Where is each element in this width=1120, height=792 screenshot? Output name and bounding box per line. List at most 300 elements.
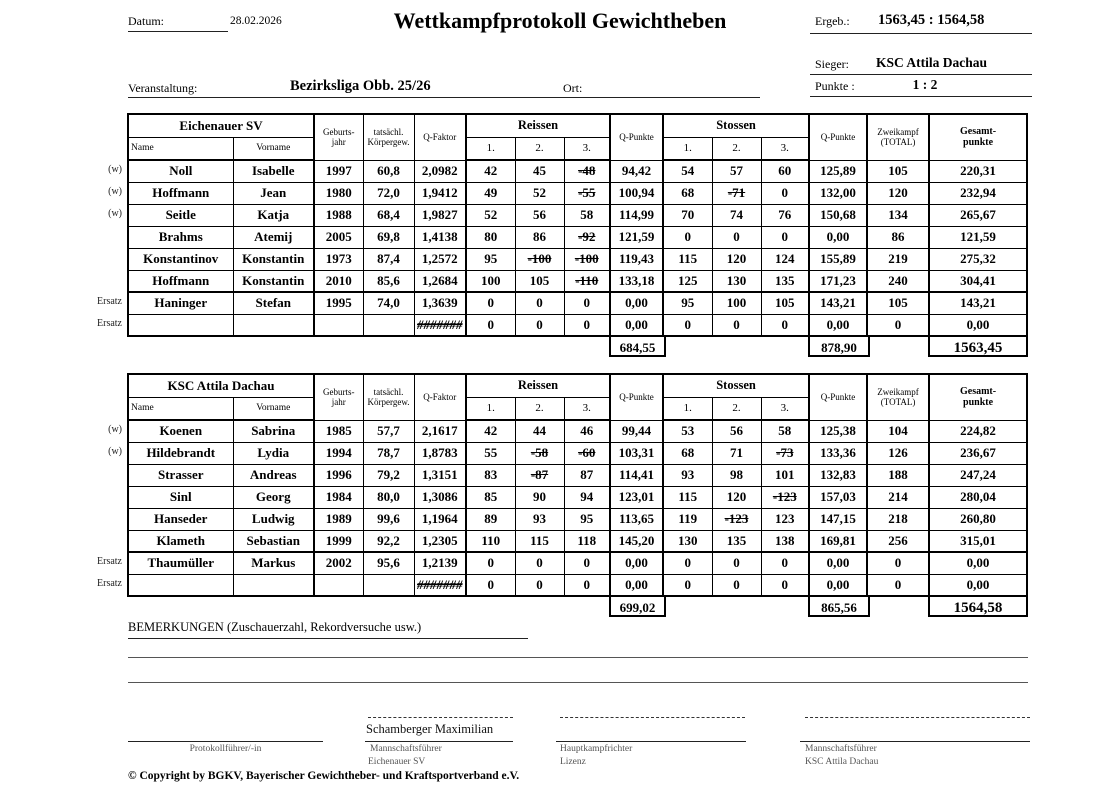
bemerkungen-label: BEMERKUNGEN (Zuschauerzahl, Rekordversuche usw.) bbox=[128, 620, 528, 639]
cell-reissen-1: 0 bbox=[466, 292, 515, 314]
athlete-row bbox=[128, 226, 1027, 248]
cell-stossen-3: 138 bbox=[761, 530, 809, 552]
cell-reissen-1: 42 bbox=[466, 420, 515, 442]
signature-line-protokollfuehrer bbox=[128, 741, 323, 742]
cell-vorname: Markus bbox=[233, 552, 314, 574]
cell-qpunkte-stossen: 0,00 bbox=[809, 226, 867, 248]
cell-vorname: Georg bbox=[233, 486, 314, 508]
cell-stossen-1: 53 bbox=[663, 420, 712, 442]
cell-koerpergewicht: 99,6 bbox=[363, 508, 414, 530]
cell-qpunkte-stossen: 125,38 bbox=[809, 420, 867, 442]
cell-zweikampf: 134 bbox=[867, 204, 929, 226]
cell-stossen-1: 70 bbox=[663, 204, 712, 226]
signature-dashes bbox=[805, 717, 1030, 718]
copyright-text: © Copyright by BGKV, Bayerischer Gewichtheber- und Kraftsportverband e.V. bbox=[128, 770, 520, 782]
col-attempt-2: 2. bbox=[712, 397, 761, 420]
cell-zweikampf: 105 bbox=[867, 292, 929, 314]
cell-qpunkte-stossen: 147,15 bbox=[809, 508, 867, 530]
col-attempt-3: 3. bbox=[761, 397, 809, 420]
cell-reissen-3: 0 bbox=[564, 292, 610, 314]
cell-reissen-1: 0 bbox=[466, 314, 515, 336]
cell-stossen-2: 100 bbox=[712, 292, 761, 314]
cell-koerpergewicht: 69,8 bbox=[363, 226, 414, 248]
col-koerpergewicht: tatsächl. Körpergew. bbox=[363, 114, 414, 160]
cell-qpunkte-stossen: 133,36 bbox=[809, 442, 867, 464]
col-attempt-1: 1. bbox=[663, 137, 712, 160]
cell-qpunkte-reissen: 114,41 bbox=[610, 464, 663, 486]
row-tag bbox=[85, 225, 127, 247]
bemerkungen-line-2 bbox=[128, 682, 1028, 683]
cell-gesamtpunkte: 224,82 bbox=[929, 420, 1027, 442]
sieger-underline bbox=[810, 74, 1032, 75]
veranstaltung-underline bbox=[128, 97, 760, 98]
cell-reissen-1: 100 bbox=[466, 270, 515, 292]
cell-qfaktor: ####### bbox=[414, 574, 466, 596]
cell-qpunkte-stossen: 155,89 bbox=[809, 248, 867, 270]
col-qfaktor: Q-Faktor bbox=[414, 114, 466, 160]
signature-sub: Lizenz bbox=[560, 757, 586, 767]
athlete-row bbox=[128, 574, 1027, 596]
cell-vorname bbox=[233, 314, 314, 336]
ergebnis-value: 1563,45 : 1564,58 bbox=[878, 12, 985, 28]
cell-zweikampf: 240 bbox=[867, 270, 929, 292]
col-vorname: Vorname bbox=[233, 137, 314, 160]
cell-reissen-1: 42 bbox=[466, 160, 515, 182]
cell-vorname: Konstantin bbox=[233, 248, 314, 270]
team-table-eichenauer bbox=[85, 113, 1028, 356]
cell-vorname: Atemij bbox=[233, 226, 314, 248]
results-table bbox=[127, 373, 1028, 597]
cell-vorname: Andreas bbox=[233, 464, 314, 486]
row-tag: Ersatz bbox=[97, 296, 122, 307]
cell-reissen-2: 93 bbox=[515, 508, 564, 530]
cell-qpunkte-reissen: 0,00 bbox=[610, 574, 663, 596]
athlete-row bbox=[128, 530, 1027, 552]
cell-qfaktor: 2,0982 bbox=[414, 160, 466, 182]
cell-qfaktor: ####### bbox=[414, 314, 466, 336]
cell-vorname: Sabrina bbox=[233, 420, 314, 442]
cell-koerpergewicht: 95,6 bbox=[363, 552, 414, 574]
cell-qpunkte-stossen: 143,21 bbox=[809, 292, 867, 314]
col-stossen: Stossen bbox=[663, 114, 809, 137]
cell-zweikampf: 219 bbox=[867, 248, 929, 270]
cell-gesamtpunkte: 280,04 bbox=[929, 486, 1027, 508]
col-attempt-3: 3. bbox=[564, 137, 610, 160]
athlete-row bbox=[128, 182, 1027, 204]
cell-stossen-1: 95 bbox=[663, 292, 712, 314]
total-reissen: 699,02 bbox=[609, 595, 666, 617]
cell-reissen-2: 90 bbox=[515, 486, 564, 508]
cell-qpunkte-reissen: 103,31 bbox=[610, 442, 663, 464]
cell-reissen-3: 87 bbox=[564, 464, 610, 486]
col-name: Name bbox=[128, 137, 233, 160]
cell-qfaktor: 1,4138 bbox=[414, 226, 466, 248]
col-attempt-2: 2. bbox=[515, 137, 564, 160]
cell-reissen-2: 115 bbox=[515, 530, 564, 552]
cell-reissen-3: -60 bbox=[564, 442, 610, 464]
cell-stossen-2: 57 bbox=[712, 160, 761, 182]
signature-line-mannschaftsfuehrer-1 bbox=[365, 741, 513, 742]
cell-qpunkte-stossen: 0,00 bbox=[809, 552, 867, 574]
row-tag: (w) bbox=[108, 424, 122, 435]
total-gesamt: 1563,45 bbox=[928, 335, 1028, 357]
cell-qfaktor: 1,3639 bbox=[414, 292, 466, 314]
cell-gesamtpunkte: 0,00 bbox=[929, 314, 1027, 336]
cell-qfaktor: 1,2572 bbox=[414, 248, 466, 270]
cell-reissen-3: -48 bbox=[564, 160, 610, 182]
cell-qpunkte-reissen: 0,00 bbox=[610, 292, 663, 314]
row-tag: Ersatz bbox=[97, 318, 122, 329]
col-zweikampf: Zweikampf (TOTAL) bbox=[867, 114, 929, 160]
col-attempt-1: 1. bbox=[466, 137, 515, 160]
col-attempt-1: 1. bbox=[466, 397, 515, 420]
athlete-row bbox=[128, 464, 1027, 486]
cell-stossen-3: 124 bbox=[761, 248, 809, 270]
cell-geburtsjahr: 1997 bbox=[314, 160, 363, 182]
cell-stossen-3: 123 bbox=[761, 508, 809, 530]
cell-stossen-1: 0 bbox=[663, 314, 712, 336]
cell-reissen-3: 0 bbox=[564, 552, 610, 574]
cell-reissen-3: 95 bbox=[564, 508, 610, 530]
col-qfaktor: Q-Faktor bbox=[414, 374, 466, 420]
cell-zweikampf: 105 bbox=[867, 160, 929, 182]
row-tag bbox=[85, 269, 127, 291]
cell-name: Klameth bbox=[128, 530, 233, 552]
cell-gesamtpunkte: 121,59 bbox=[929, 226, 1027, 248]
cell-qpunkte-stossen: 132,00 bbox=[809, 182, 867, 204]
row-tag: (w) bbox=[108, 164, 122, 175]
cell-reissen-2: 86 bbox=[515, 226, 564, 248]
cell-koerpergewicht: 72,0 bbox=[363, 182, 414, 204]
cell-name bbox=[128, 574, 233, 596]
cell-stossen-3: -73 bbox=[761, 442, 809, 464]
cell-name: Strasser bbox=[128, 464, 233, 486]
row-tag-gutter bbox=[85, 373, 127, 595]
row-tag: Ersatz bbox=[97, 556, 122, 567]
cell-gesamtpunkte: 220,31 bbox=[929, 160, 1027, 182]
cell-reissen-2: 0 bbox=[515, 292, 564, 314]
results-table bbox=[127, 113, 1028, 337]
cell-qpunkte-reissen: 133,18 bbox=[610, 270, 663, 292]
punkte-value: 1 : 2 bbox=[912, 77, 938, 92]
signature-name: Schamberger Maximilian bbox=[366, 722, 494, 736]
cell-stossen-2: 0 bbox=[712, 552, 761, 574]
cell-stossen-3: 135 bbox=[761, 270, 809, 292]
total-reissen: 684,55 bbox=[609, 335, 666, 357]
cell-gesamtpunkte: 236,67 bbox=[929, 442, 1027, 464]
cell-qpunkte-stossen: 0,00 bbox=[809, 574, 867, 596]
cell-qfaktor: 1,9412 bbox=[414, 182, 466, 204]
cell-stossen-2: 56 bbox=[712, 420, 761, 442]
cell-qfaktor: 1,2305 bbox=[414, 530, 466, 552]
cell-name: Haninger bbox=[128, 292, 233, 314]
sieger-value: KSC Attila Dachau bbox=[876, 55, 988, 70]
cell-gesamtpunkte: 0,00 bbox=[929, 574, 1027, 596]
cell-vorname: Sebastian bbox=[233, 530, 314, 552]
cell-koerpergewicht: 68,4 bbox=[363, 204, 414, 226]
cell-reissen-3: -92 bbox=[564, 226, 610, 248]
sieger-label: Sieger: bbox=[815, 57, 849, 71]
cell-zweikampf: 256 bbox=[867, 530, 929, 552]
cell-stossen-2: 0 bbox=[712, 226, 761, 248]
cell-geburtsjahr: 2005 bbox=[314, 226, 363, 248]
cell-gesamtpunkte: 315,01 bbox=[929, 530, 1027, 552]
cell-reissen-1: 80 bbox=[466, 226, 515, 248]
cell-reissen-2: 45 bbox=[515, 160, 564, 182]
athlete-row bbox=[128, 292, 1027, 314]
cell-geburtsjahr: 2002 bbox=[314, 552, 363, 574]
cell-koerpergewicht: 60,8 bbox=[363, 160, 414, 182]
cell-geburtsjahr: 1984 bbox=[314, 486, 363, 508]
cell-reissen-2: 105 bbox=[515, 270, 564, 292]
cell-koerpergewicht: 80,0 bbox=[363, 486, 414, 508]
ort-label: Ort: bbox=[563, 81, 583, 95]
cell-name bbox=[128, 314, 233, 336]
ergebnis-underline bbox=[810, 33, 1032, 34]
cell-stossen-1: 130 bbox=[663, 530, 712, 552]
cell-koerpergewicht: 78,7 bbox=[363, 442, 414, 464]
cell-stossen-3: 58 bbox=[761, 420, 809, 442]
cell-koerpergewicht: 57,7 bbox=[363, 420, 414, 442]
cell-qfaktor: 1,3151 bbox=[414, 464, 466, 486]
cell-qfaktor: 1,3086 bbox=[414, 486, 466, 508]
cell-stossen-2: -123 bbox=[712, 508, 761, 530]
cell-zweikampf: 214 bbox=[867, 486, 929, 508]
ergebnis-label: Ergeb.: bbox=[815, 14, 850, 28]
row-tag: (w) bbox=[108, 186, 122, 197]
cell-reissen-1: 89 bbox=[466, 508, 515, 530]
cell-koerpergewicht: 79,2 bbox=[363, 464, 414, 486]
cell-qpunkte-stossen: 132,83 bbox=[809, 464, 867, 486]
cell-koerpergewicht bbox=[363, 574, 414, 596]
cell-stossen-2: -71 bbox=[712, 182, 761, 204]
cell-name: Hoffmann bbox=[128, 270, 233, 292]
cell-stossen-3: -123 bbox=[761, 486, 809, 508]
cell-stossen-2: 0 bbox=[712, 574, 761, 596]
cell-name: Hildebrandt bbox=[128, 442, 233, 464]
cell-zweikampf: 126 bbox=[867, 442, 929, 464]
signature-label: Mannschaftsführer bbox=[805, 744, 877, 754]
cell-qpunkte-reissen: 145,20 bbox=[610, 530, 663, 552]
col-reissen: Reissen bbox=[466, 114, 610, 137]
athlete-row bbox=[128, 160, 1027, 182]
cell-reissen-2: 44 bbox=[515, 420, 564, 442]
cell-geburtsjahr: 1985 bbox=[314, 420, 363, 442]
cell-geburtsjahr: 1996 bbox=[314, 464, 363, 486]
cell-koerpergewicht: 85,6 bbox=[363, 270, 414, 292]
cell-name: Noll bbox=[128, 160, 233, 182]
cell-vorname: Ludwig bbox=[233, 508, 314, 530]
athlete-row bbox=[128, 314, 1027, 336]
cell-qpunkte-reissen: 0,00 bbox=[610, 552, 663, 574]
cell-reissen-1: 55 bbox=[466, 442, 515, 464]
cell-qpunkte-stossen: 157,03 bbox=[809, 486, 867, 508]
cell-zweikampf: 86 bbox=[867, 226, 929, 248]
col-geburtsjahr: Geburts- jahr bbox=[314, 374, 363, 420]
cell-stossen-3: 105 bbox=[761, 292, 809, 314]
cell-reissen-3: 0 bbox=[564, 314, 610, 336]
cell-reissen-2: 0 bbox=[515, 552, 564, 574]
cell-stossen-3: 101 bbox=[761, 464, 809, 486]
cell-reissen-2: 52 bbox=[515, 182, 564, 204]
athlete-row bbox=[128, 248, 1027, 270]
signature-sub: KSC Attila Dachau bbox=[805, 757, 879, 767]
team-table-ksc bbox=[85, 373, 1028, 616]
cell-reissen-1: 83 bbox=[466, 464, 515, 486]
cell-reissen-1: 0 bbox=[466, 574, 515, 596]
cell-stossen-2: 135 bbox=[712, 530, 761, 552]
row-tag bbox=[85, 247, 127, 269]
cell-qpunkte-reissen: 99,44 bbox=[610, 420, 663, 442]
cell-vorname: Jean bbox=[233, 182, 314, 204]
cell-koerpergewicht: 74,0 bbox=[363, 292, 414, 314]
row-tag-gutter bbox=[85, 113, 127, 335]
cell-name: Koenen bbox=[128, 420, 233, 442]
athlete-row bbox=[128, 508, 1027, 530]
cell-reissen-1: 95 bbox=[466, 248, 515, 270]
cell-stossen-1: 93 bbox=[663, 464, 712, 486]
col-reissen: Reissen bbox=[466, 374, 610, 397]
cell-stossen-1: 0 bbox=[663, 574, 712, 596]
row-tag bbox=[85, 529, 127, 551]
bemerkungen-line-1 bbox=[128, 657, 1028, 658]
team-name: KSC Attila Dachau bbox=[128, 374, 314, 397]
total-stossen: 878,90 bbox=[808, 335, 870, 357]
cell-koerpergewicht bbox=[363, 314, 414, 336]
athlete-row bbox=[128, 486, 1027, 508]
cell-reissen-3: 0 bbox=[564, 574, 610, 596]
cell-qpunkte-stossen: 0,00 bbox=[809, 314, 867, 336]
col-vorname: Vorname bbox=[233, 397, 314, 420]
cell-gesamtpunkte: 232,94 bbox=[929, 182, 1027, 204]
col-stossen: Stossen bbox=[663, 374, 809, 397]
cell-koerpergewicht: 92,2 bbox=[363, 530, 414, 552]
cell-geburtsjahr: 1988 bbox=[314, 204, 363, 226]
cell-stossen-2: 98 bbox=[712, 464, 761, 486]
cell-stossen-1: 125 bbox=[663, 270, 712, 292]
row-tag: (w) bbox=[108, 446, 122, 457]
col-qpunkte-reissen: Q-Punkte bbox=[610, 374, 663, 420]
cell-gesamtpunkte: 265,67 bbox=[929, 204, 1027, 226]
cell-zweikampf: 120 bbox=[867, 182, 929, 204]
cell-reissen-3: -110 bbox=[564, 270, 610, 292]
col-koerpergewicht: tatsächl. Körpergew. bbox=[363, 374, 414, 420]
veranstaltung-label: Veranstaltung: bbox=[128, 81, 198, 95]
cell-qfaktor: 1,8783 bbox=[414, 442, 466, 464]
cell-reissen-1: 49 bbox=[466, 182, 515, 204]
col-geburtsjahr: Geburts- jahr bbox=[314, 114, 363, 160]
cell-vorname: Stefan bbox=[233, 292, 314, 314]
athlete-row bbox=[128, 442, 1027, 464]
team-name: Eichenauer SV bbox=[128, 114, 314, 137]
col-gesamtpunkte: Gesamt- punkte bbox=[929, 374, 1027, 420]
cell-name: Konstantinov bbox=[128, 248, 233, 270]
cell-zweikampf: 218 bbox=[867, 508, 929, 530]
veranstaltung-value: Bezirksliga Obb. 25/26 bbox=[290, 78, 431, 94]
cell-gesamtpunkte: 0,00 bbox=[929, 552, 1027, 574]
cell-geburtsjahr: 1995 bbox=[314, 292, 363, 314]
signature-line-mannschaftsfuehrer-2 bbox=[800, 741, 1030, 742]
total-gesamt: 1564,58 bbox=[928, 595, 1028, 617]
cell-qpunkte-reissen: 94,42 bbox=[610, 160, 663, 182]
col-attempt-3: 3. bbox=[761, 137, 809, 160]
cell-qpunkte-reissen: 113,65 bbox=[610, 508, 663, 530]
signature-label: Mannschaftsführer bbox=[370, 744, 442, 754]
row-tag bbox=[85, 507, 127, 529]
cell-reissen-1: 0 bbox=[466, 552, 515, 574]
signature-label: Protokollführer/-in bbox=[189, 744, 262, 754]
col-qpunkte-reissen: Q-Punkte bbox=[610, 114, 663, 160]
cell-qpunkte-stossen: 150,68 bbox=[809, 204, 867, 226]
cell-geburtsjahr: 1994 bbox=[314, 442, 363, 464]
datum-label: Datum: bbox=[128, 14, 164, 28]
col-qpunkte-stossen: Q-Punkte bbox=[809, 114, 867, 160]
col-attempt-3: 3. bbox=[564, 397, 610, 420]
cell-geburtsjahr: 1973 bbox=[314, 248, 363, 270]
cell-qpunkte-stossen: 169,81 bbox=[809, 530, 867, 552]
cell-geburtsjahr: 1989 bbox=[314, 508, 363, 530]
cell-reissen-2: -100 bbox=[515, 248, 564, 270]
cell-reissen-1: 110 bbox=[466, 530, 515, 552]
cell-vorname: Isabelle bbox=[233, 160, 314, 182]
signature-sub: Eichenauer SV bbox=[368, 757, 426, 767]
cell-reissen-1: 85 bbox=[466, 486, 515, 508]
cell-reissen-1: 52 bbox=[466, 204, 515, 226]
cell-stossen-1: 115 bbox=[663, 486, 712, 508]
datum-value: 28.02.2026 bbox=[230, 15, 282, 27]
row-tag: (w) bbox=[108, 208, 122, 219]
cell-vorname bbox=[233, 574, 314, 596]
cell-qpunkte-stossen: 125,89 bbox=[809, 160, 867, 182]
col-zweikampf: Zweikampf (TOTAL) bbox=[867, 374, 929, 420]
cell-stossen-1: 0 bbox=[663, 552, 712, 574]
cell-name: Hoffmann bbox=[128, 182, 233, 204]
cell-stossen-3: 60 bbox=[761, 160, 809, 182]
page-title: Wettkampfprotokoll Gewichtheben bbox=[393, 8, 727, 33]
cell-stossen-3: 76 bbox=[761, 204, 809, 226]
cell-qfaktor: 1,2684 bbox=[414, 270, 466, 292]
punkte-underline bbox=[810, 96, 1032, 97]
cell-qpunkte-reissen: 100,94 bbox=[610, 182, 663, 204]
col-name: Name bbox=[128, 397, 233, 420]
signature-dashes bbox=[560, 717, 745, 718]
cell-zweikampf: 104 bbox=[867, 420, 929, 442]
cell-gesamtpunkte: 275,32 bbox=[929, 248, 1027, 270]
cell-reissen-2: 0 bbox=[515, 574, 564, 596]
col-gesamtpunkte: Gesamt- punkte bbox=[929, 114, 1027, 160]
cell-qfaktor: 1,1964 bbox=[414, 508, 466, 530]
cell-stossen-2: 74 bbox=[712, 204, 761, 226]
cell-gesamtpunkte: 143,21 bbox=[929, 292, 1027, 314]
cell-qfaktor: 1,2139 bbox=[414, 552, 466, 574]
cell-stossen-1: 68 bbox=[663, 442, 712, 464]
cell-reissen-2: -58 bbox=[515, 442, 564, 464]
cell-reissen-3: 58 bbox=[564, 204, 610, 226]
cell-stossen-1: 68 bbox=[663, 182, 712, 204]
cell-reissen-3: 94 bbox=[564, 486, 610, 508]
cell-qpunkte-reissen: 119,43 bbox=[610, 248, 663, 270]
row-tag bbox=[85, 463, 127, 485]
col-attempt-2: 2. bbox=[515, 397, 564, 420]
cell-stossen-3: 0 bbox=[761, 574, 809, 596]
cell-qpunkte-reissen: 123,01 bbox=[610, 486, 663, 508]
cell-name: Hanseder bbox=[128, 508, 233, 530]
cell-stossen-2: 130 bbox=[712, 270, 761, 292]
cell-vorname: Lydia bbox=[233, 442, 314, 464]
cell-qfaktor: 2,1617 bbox=[414, 420, 466, 442]
cell-qpunkte-reissen: 0,00 bbox=[610, 314, 663, 336]
row-tag: Ersatz bbox=[97, 578, 122, 589]
